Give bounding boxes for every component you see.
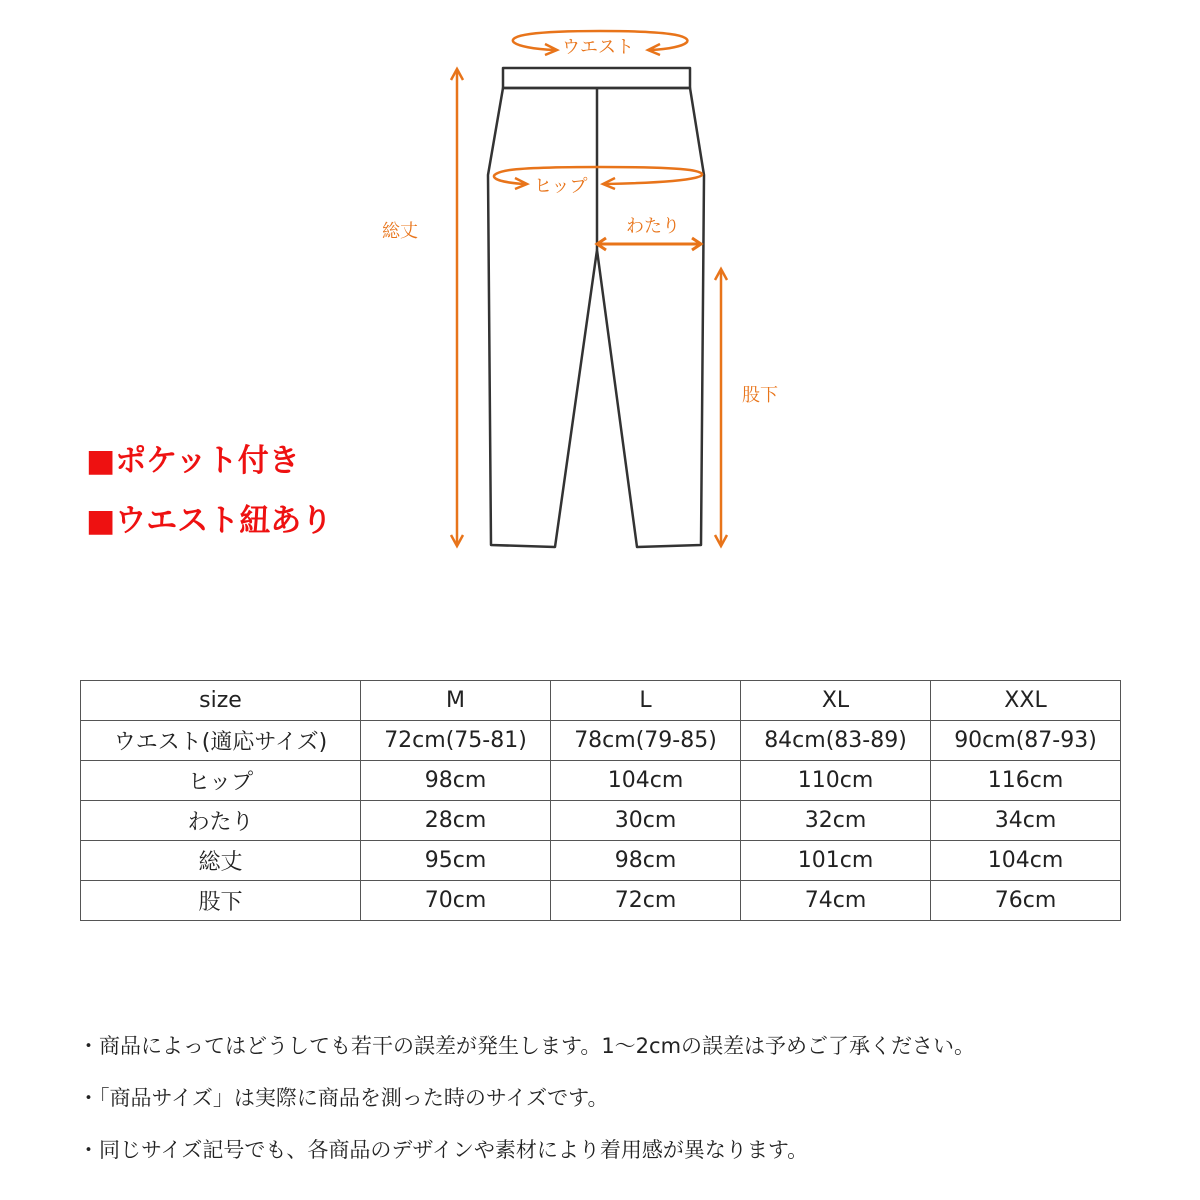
- table-cell: 101cm: [741, 841, 931, 881]
- waistband: [503, 68, 690, 88]
- row-label: ウエスト(適応サイズ): [81, 721, 361, 761]
- total-length-label: 総丈: [382, 221, 418, 242]
- notes-list: [78, 1036, 975, 1192]
- feature-waist-drawstring: ■ウエスト紐あり: [86, 503, 333, 539]
- header-cell: XXL: [931, 681, 1121, 721]
- table-cell: 98cm: [361, 761, 551, 801]
- table-cell: 72cm(75-81): [361, 721, 551, 761]
- table-cell: 32cm: [741, 801, 931, 841]
- table-cell: 76cm: [931, 881, 1121, 921]
- thigh-label: わたり: [626, 216, 680, 237]
- size-table: [80, 680, 1121, 921]
- table-cell: 72cm: [551, 881, 741, 921]
- header-cell: L: [551, 681, 741, 721]
- table-row: [81, 841, 1121, 881]
- note-fit-variance: ・同じサイズ記号でも、各商品のデザインや素材により着用感が異なります。: [78, 1138, 809, 1162]
- table-cell: 98cm: [551, 841, 741, 881]
- note-tolerance: ・商品によってはどうしても若干の誤差が発生します。1〜2cmの誤差は予めご了承ください。: [78, 1034, 976, 1058]
- header-cell: XL: [741, 681, 931, 721]
- hip-label: ヒップ: [534, 176, 588, 197]
- waist-label: ウエスト: [562, 37, 634, 58]
- table-cell: 34cm: [931, 801, 1121, 841]
- table-row: [81, 881, 1121, 921]
- table-cell: 74cm: [741, 881, 931, 921]
- table-cell: 70cm: [361, 881, 551, 921]
- table-header-row: [81, 681, 1121, 721]
- inseam-label: 股下: [742, 385, 778, 406]
- table-cell: 30cm: [551, 801, 741, 841]
- table-row: [81, 721, 1121, 761]
- header-cell: size: [81, 681, 361, 721]
- row-label: 股下: [81, 881, 361, 921]
- row-label: わたり: [81, 801, 361, 841]
- table-cell: 95cm: [361, 841, 551, 881]
- table-cell: 78cm(79-85): [551, 721, 741, 761]
- table-cell: 110cm: [741, 761, 931, 801]
- inseam-measure: [715, 269, 727, 546]
- row-label: ヒップ: [81, 761, 361, 801]
- total-length-measure: [451, 69, 463, 546]
- table-cell: 90cm(87-93): [931, 721, 1121, 761]
- table-cell: 104cm: [551, 761, 741, 801]
- feature-pockets: ■ポケット付き: [86, 443, 300, 479]
- table-cell: 104cm: [931, 841, 1121, 881]
- table-row: [81, 761, 1121, 801]
- table-cell: 28cm: [361, 801, 551, 841]
- table-cell: 116cm: [931, 761, 1121, 801]
- note-measurement-method: ・「商品サイズ」は実際に商品を測った時のサイズです。: [78, 1086, 609, 1110]
- thigh-measure: [597, 238, 701, 250]
- header-cell: M: [361, 681, 551, 721]
- row-label: 総丈: [81, 841, 361, 881]
- table-row: [81, 801, 1121, 841]
- table-cell: 84cm(83-89): [741, 721, 931, 761]
- pants-outline: [488, 68, 704, 547]
